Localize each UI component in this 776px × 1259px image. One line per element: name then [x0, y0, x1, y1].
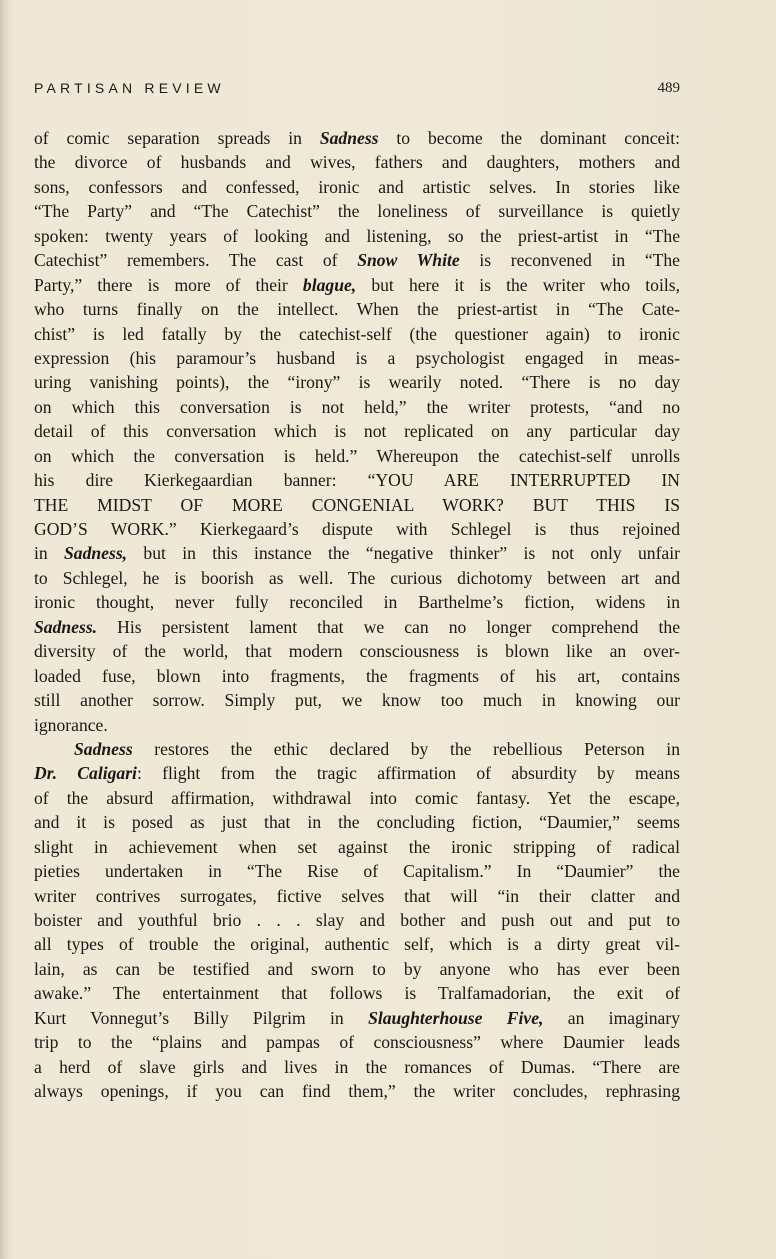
text-run: but in this instance the “negative thinker” is not only unfair [127, 543, 680, 564]
text-run: expression (his paramour’s husband is a psychologist engaged in meas- [34, 347, 680, 368]
text-line [34, 493, 680, 517]
text-run: uring vanishing points), the “irony” is wearily noted. “There is no day [34, 372, 680, 393]
text-run: all types of trouble the original, authentic self, which is a dirty great vil- [34, 934, 680, 955]
text-run: in [34, 543, 65, 564]
text-line [34, 1055, 680, 1079]
text-run: His persistent lament that we can no longer comprehend the [97, 616, 680, 637]
text-run: sons, confessors and confessed, ironic and artistic selves. In stories like [34, 176, 680, 197]
text-run: to become the dominant conceit: [378, 128, 680, 148]
text-run: who turns finally on the intellect. When the priest-artist in “The Cate- [34, 299, 680, 320]
text-line [34, 517, 680, 541]
text-line [34, 126, 680, 150]
text-line [34, 835, 680, 859]
text-line [34, 273, 680, 297]
text-line [34, 957, 680, 981]
text-line [34, 1006, 680, 1030]
text-run: THE MIDST OF MORE CONGENIAL WORK? BUT THIS IS [34, 494, 680, 515]
text-line [34, 566, 680, 590]
text-run: on which the conversation is held.” Whereupon the catechist-self unrolls [34, 445, 680, 466]
running-head: PARTISAN REVIEW [34, 80, 225, 96]
text-run: awake.” The entertainment that follows is Tralfamadorian, the exit of [34, 983, 680, 1004]
text-run: still another sorrow. Simply put, we know too much in knowing our [34, 690, 680, 711]
text-line [34, 322, 680, 346]
text-run: the divorce of husbands and wives, fathers and daughters, mothers and [34, 152, 680, 173]
text-line [34, 346, 680, 370]
text-line [34, 468, 680, 492]
text-line [34, 419, 680, 443]
paragraph [34, 737, 680, 1104]
page-header [34, 80, 680, 102]
text-run: always openings, if you can find them,” the writer concludes, rephrasing [34, 1081, 680, 1102]
text-line [34, 786, 680, 810]
text-line [34, 1079, 680, 1103]
italic-title: Sadness, [64, 543, 128, 564]
text-line [34, 175, 680, 199]
text-run: loaded fuse, blown into fragments, the fragments of his art, contains [34, 665, 680, 686]
text-run: on which this conversation is not held,” the writer protests, “and no [34, 396, 680, 417]
text-line [34, 908, 680, 932]
text-run: Catechist” remembers. The cast of [34, 250, 358, 271]
text-run: a herd of slave girls and lives in the romances of Dumas. “There are [34, 1056, 680, 1077]
text-run: of the absurd affirmation, withdrawal into comic fantasy. Yet the escape, [34, 787, 680, 808]
text-run: writer contrives surrogates, fictive selves that will “in their clatter and [34, 885, 680, 906]
text-line [34, 590, 680, 614]
text-run: lain, as can be testified and sworn to by anyone who has ever been [34, 958, 680, 979]
text-line [34, 150, 680, 174]
text-line [34, 615, 680, 639]
text-run: Kurt Vonnegut’s Billy Pilgrim in [34, 1007, 369, 1028]
italic-title: Sadness. [34, 616, 98, 637]
text-run: chist” is led fatally by the catechist-self (the questioner again) to ironic [34, 323, 680, 344]
text-run: GOD’S WORK.” Kierkegaard’s dispute with Schlegel is thus rejoined [34, 519, 680, 539]
text-line [34, 199, 680, 223]
text-line [34, 932, 680, 956]
text-line [34, 688, 680, 712]
text-line [34, 981, 680, 1005]
text-line [34, 1030, 680, 1054]
text-line [34, 884, 680, 908]
text-run: detail of this conversation which is not replicated on any particular day [34, 421, 680, 442]
text-run: to Schlegel, he is boorish as well. The curious dichotomy between art and [34, 567, 680, 588]
italic-title: Dr. Caligari [34, 763, 137, 784]
text-run: : flight from the tragic affirmation of absurdity by means [136, 763, 680, 784]
text-run: and it is posed as just that in the concluding fiction, “Daumier,” seems [34, 812, 680, 833]
italic-title: Snow White [357, 250, 460, 271]
text-run: pieties undertaken in “The Rise of Capitalism.” In “Daumier” the [34, 861, 680, 882]
text-run: is reconvened in “The [459, 250, 680, 271]
text-line [34, 224, 680, 248]
text-line [34, 248, 680, 272]
page-number: 489 [657, 80, 680, 96]
text-run: slight in achievement when set against the ironic stripping of radical [34, 836, 680, 857]
text-line [34, 737, 680, 761]
text-run: an imaginary [543, 1007, 681, 1028]
text-run: ignorance. [34, 714, 108, 735]
text-line [34, 444, 680, 468]
text-line [34, 664, 680, 688]
text-line [34, 395, 680, 419]
italic-title: Slaughterhouse Five, [368, 1007, 544, 1028]
text-line [34, 713, 680, 737]
italic-title: Sadness [319, 128, 379, 148]
text-run: restores the ethic declared by the rebellious Peterson in [132, 738, 680, 759]
text-line [34, 541, 680, 565]
text-line [34, 370, 680, 394]
text-run: Party,” there is more of their [34, 274, 303, 295]
text-run: diversity of the world, that modern consciousness is blown like an over- [34, 641, 680, 662]
text-line [34, 639, 680, 663]
text-run: his dire Kierkegaardian banner: “YOU ARE INTERRUPTED IN [34, 470, 680, 491]
text-line [34, 297, 680, 321]
body-text [34, 126, 680, 1104]
text-run: “The Party” and “The Catechist” the loneliness of surveillance is quietly [34, 201, 680, 222]
text-run: trip to the “plains and pampas of consciousness” where Daumier leads [34, 1032, 680, 1053]
paragraph [34, 126, 680, 737]
text-line [34, 761, 680, 785]
text-run: but here it is the writer who toils, [356, 274, 680, 295]
text-line [34, 810, 680, 834]
italic-title: Sadness [74, 738, 133, 759]
text-run: boister and youthful brio . . . slay and bother and push out and put to [34, 910, 680, 930]
text-run: of comic separation spreads in [34, 128, 320, 148]
italic-title: blague, [302, 274, 357, 295]
text-line [34, 859, 680, 883]
text-run: spoken: twenty years of looking and listening, so the priest-artist in “The [34, 225, 680, 246]
text-run: ironic thought, never fully reconciled in Barthelme’s fiction, widens in [34, 592, 680, 613]
